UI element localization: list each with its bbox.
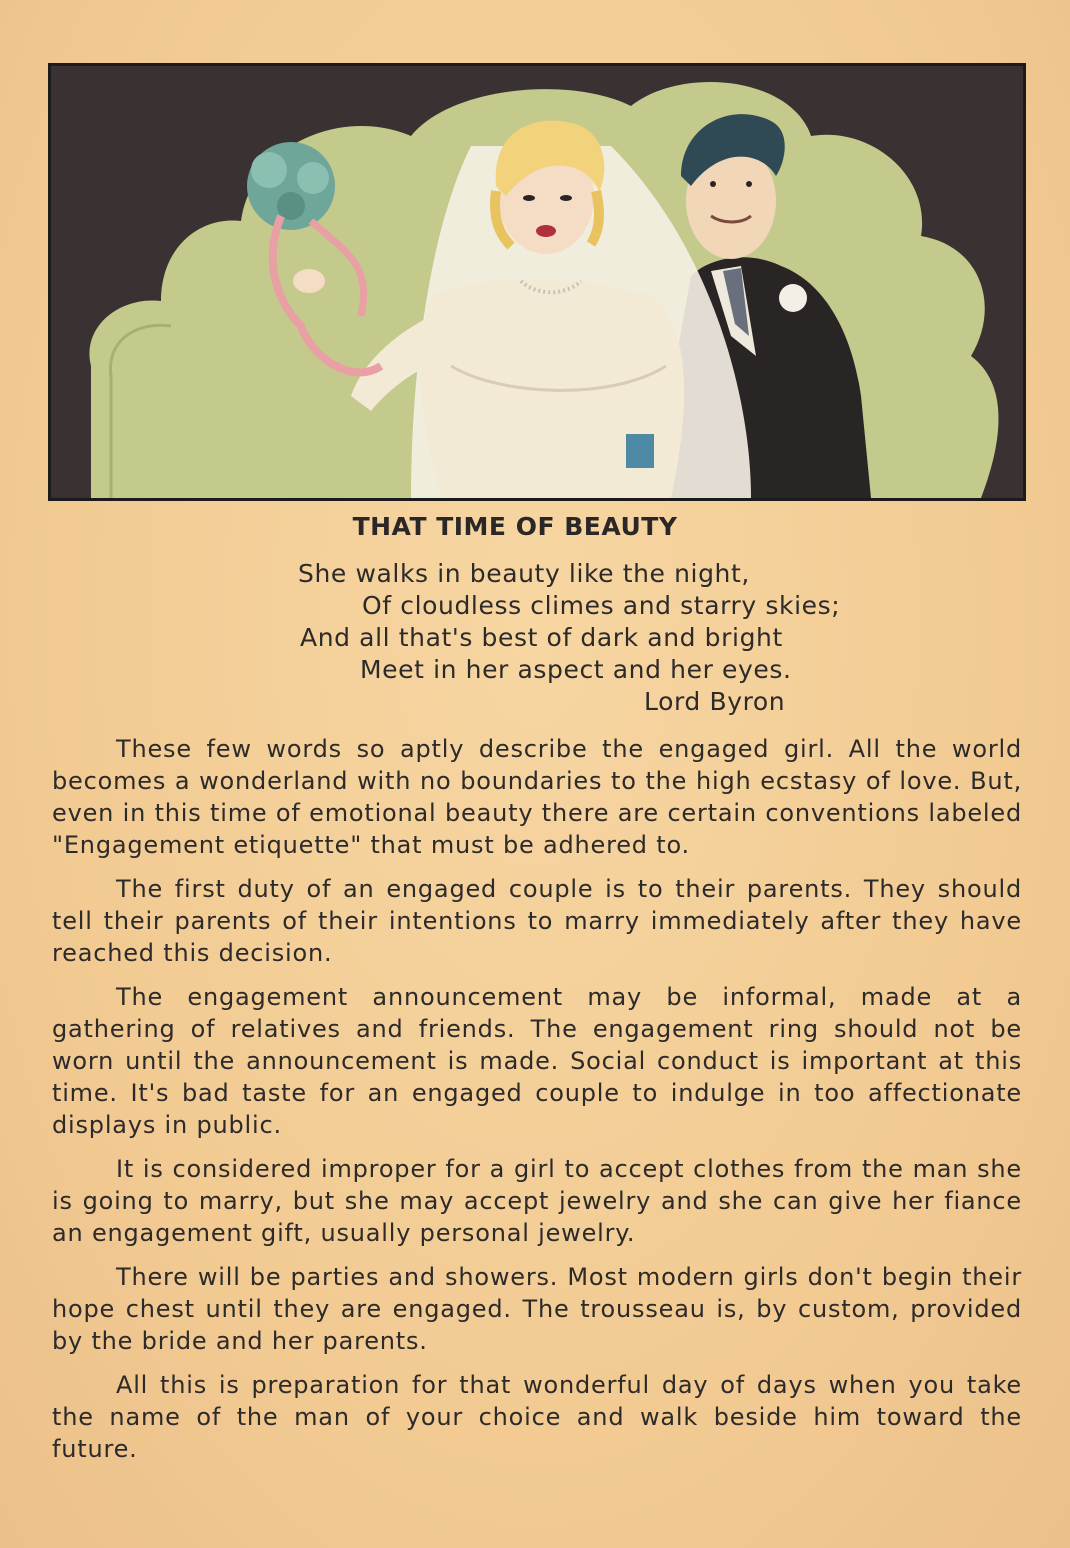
paragraph: The engagement announcement may be informal, made at a gathering of relatives and friends. The engagement ring should not be worn until the announcement is made. Social conduct is important at this time. It's bad taste for an engaged couple to indulge in too affectionate displays in public. — [52, 983, 1022, 1139]
paragraph: It is considered improper for a girl to accept clothes from the man she is going to marry, but she may accept jewelry and she can give her fiance an engagement gift, usually personal jewelry. — [52, 1155, 1022, 1247]
poem-line: Meet in her aspect and her eyes. — [360, 655, 792, 684]
poem-attribution: Lord Byron — [644, 687, 786, 716]
bride-and-groom-illustration — [51, 66, 1023, 498]
poem-line: And all that's best of dark and bright — [300, 623, 783, 652]
article-body — [52, 733, 1022, 1477]
poem-line: Of cloudless climes and starry skies; — [362, 591, 841, 620]
poem-line: She walks in beauty like the night, — [298, 559, 750, 588]
paragraph: There will be parties and showers. Most modern girls don't begin their hope chest until they are engaged. The trousseau is, by custom, provided by the bride and her parents. — [52, 1263, 1022, 1355]
paragraph: These few words so aptly describe the engaged girl. All the world becomes a wonderland with no boundaries to the high ecstasy of love. But, even in this time of emotional beauty there are certain conventions labeled "Engagement etiquette" that must be adhered to. — [52, 735, 1022, 859]
article-title: THAT TIME OF BEAUTY — [352, 512, 678, 541]
paragraph: All this is preparation for that wonderful day of days when you take the name of the man of your choice and walk beside him toward the future. — [52, 1371, 1022, 1463]
paragraph: The first duty of an engaged couple is to their parents. They should tell their parents of their intentions to marry immediately after they have reached this decision. — [52, 875, 1022, 967]
comic-panel — [48, 63, 1026, 501]
